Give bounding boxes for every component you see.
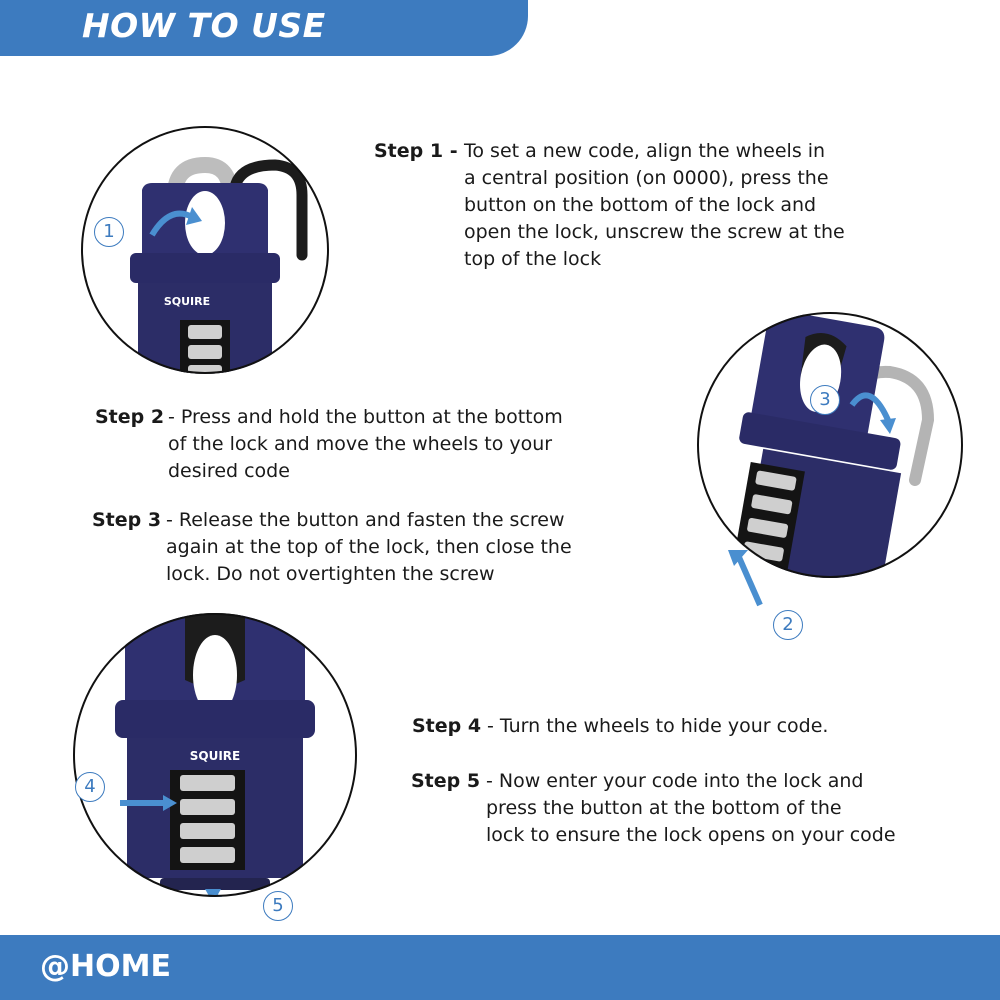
page-title: HOW TO USE [82, 6, 326, 45]
header-banner [0, 0, 528, 56]
marker-2 [773, 610, 803, 640]
brand-logo: SQUIRE [163, 295, 211, 308]
lock-photo-step-2-3 [660, 310, 1000, 650]
step-3 [92, 507, 637, 592]
step-4-text: - Turn the wheels to hide your code. [487, 715, 829, 737]
marker-4-number: 4 [84, 776, 96, 797]
marker-2-number: 2 [782, 614, 794, 635]
marker-1 [94, 217, 124, 247]
step-1-label: Step 1 - [374, 140, 458, 162]
marker-3 [810, 385, 840, 415]
step-3-text: - Release the button and fasten the screw again at the top of the lock, then close the lock. Do not overtighten the screw [166, 509, 572, 585]
marker-5-number: 5 [272, 895, 284, 916]
svg-text:SQUIRE: SQUIRE [189, 749, 241, 763]
marker-4 [75, 772, 105, 802]
marker-3-number: 3 [819, 389, 831, 410]
footer-label: @HOME [40, 949, 171, 984]
footer-bar [0, 935, 1000, 1000]
lock-photo-step-1 [80, 125, 330, 375]
step-1-text: To set a new code, align the wheels in a central position (on 0000), press the button on the bottom of the lock and open the lock, unscrew the screw at the top of the lock [464, 140, 845, 270]
marker-1-number: 1 [103, 221, 115, 242]
marker-5 [263, 891, 293, 921]
step-5-label: Step 5 [411, 770, 481, 792]
step-2-label: Step 2 [95, 406, 165, 428]
step-2-text: - Press and hold the button at the bottom of the lock and move the wheels to your desired code [168, 406, 563, 482]
step-4-label: Step 4 [412, 715, 482, 737]
step-1 [374, 138, 894, 278]
step-4 [412, 713, 892, 743]
step-3-label: Step 3 [92, 509, 162, 531]
step-5 [411, 768, 986, 853]
lock-photo-step-4-5 [55, 605, 385, 935]
step-5-text: - Now enter your code into the lock and press the button at the bottom of the lock to ensure the lock opens on your code [486, 770, 896, 846]
step-2 [95, 404, 635, 489]
